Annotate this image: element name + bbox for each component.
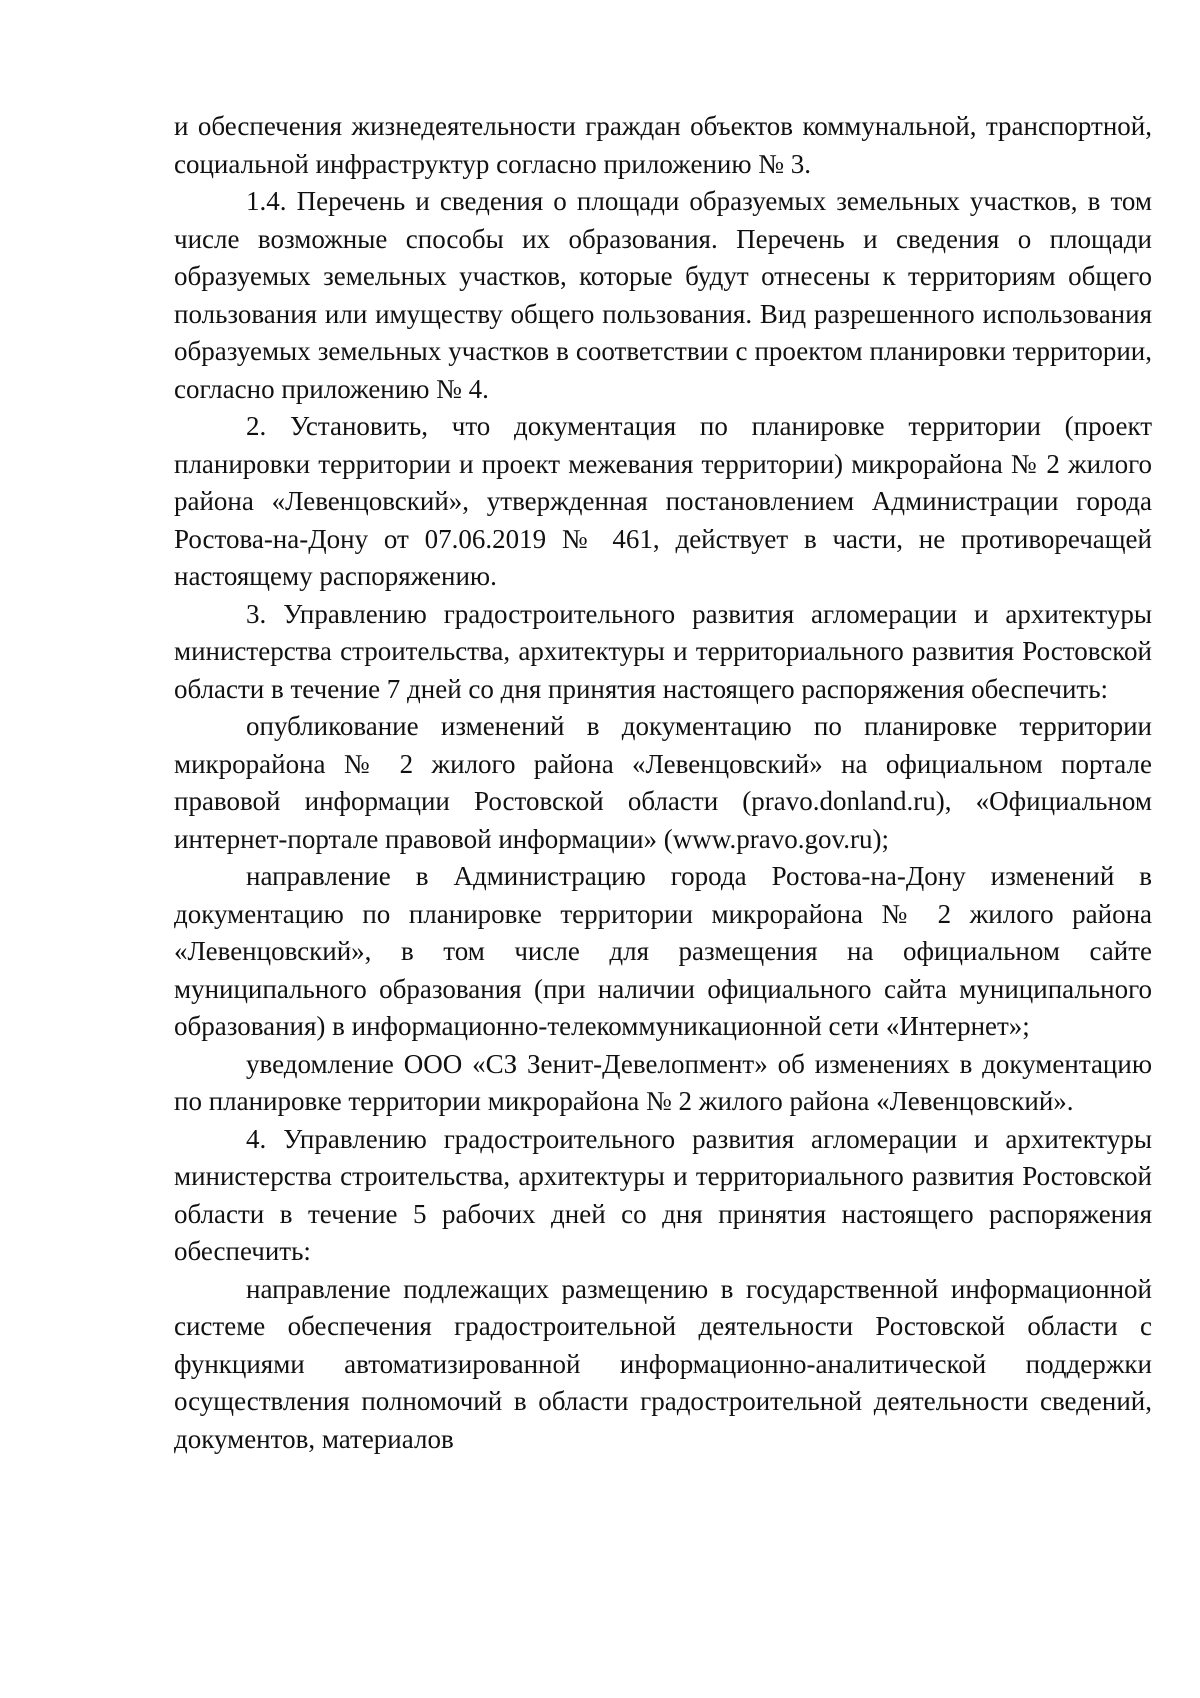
paragraph-3: 3. Управлению градостроительного развития агломерации и архитектуры министерства строительства, архитектуры и территориального развития Ростовской области в течение 7 дней со дня принятия настоящего распоряжения обеспечить: (174, 598, 1152, 704)
paragraph-4: 4. Управлению градостроительного развития агломерации и архитектуры министерства строительства, архитектуры и территориального развития Ростовской области в течение 5 рабочих дней со дня принятия настоящего распоряжения обеспечить: (174, 1123, 1152, 1266)
paragraph-3-notification: уведомление ООО «СЗ Зенит-Девелопмент» об изменениях в документацию по планировке территории микрорайона № 2 жилого района «Левенцовский». (174, 1048, 1152, 1116)
paragraph-continuation: и обеспечения жизнедеятельности граждан объектов коммунальной, транспортной, социальной инфраструктур согласно приложению № 3. (174, 111, 1152, 179)
document-page (174, 108, 1152, 1458)
paragraph-3-administration: направление в Администрацию города Ростова-на-Дону изменений в документацию по планировке территории микрорайона № 2 жилого района «Левенцовский», в том числе для размещения на официальном сайте муниципального образования (при наличии официального сайта муниципального образования) в информационно-телекоммуникационной сети «Интернет»; (174, 861, 1152, 1041)
paragraph-2: 2. Установить, что документация по планировке территории (проект планировки территории и проект межевания территории) микрорайона № 2 жилого района «Левенцовский», утвержденная постановлением Администрации города Ростова-на-Дону от 07.06.2019 № 461, действует в части, не противоречащей настоящему распоряжению. (174, 411, 1152, 591)
paragraph-1-4: 1.4. Перечень и сведения о площади образуемых земельных участков, в том числе возможные способы их образования. Перечень и сведения о площади образуемых земельных участков, которые будут отнесены к территориям общего пользования или имуществу общего пользования. Вид разрешенного использования образуемых земельных участков в соответствии с проектом планировки территории, согласно приложению № 4. (174, 186, 1152, 404)
paragraph-3-publication: опубликование изменений в документацию по планировке территории микрорайона № 2 жилого района «Левенцовский» на официальном портале правовой информации Ростовской области (pravo.donland.ru), «Официальном интернет-портале правовой информации» (www.pravo.gov.ru); (174, 711, 1152, 854)
paragraph-4-submission: направление подлежащих размещению в государственной информационной системе обеспечения градостроительной деятельности Ростовской области с функциями автоматизированной информационно-аналитической поддержки осуществления полномочий в области градостроительной деятельности сведений, документов, материалов (174, 1273, 1152, 1454)
